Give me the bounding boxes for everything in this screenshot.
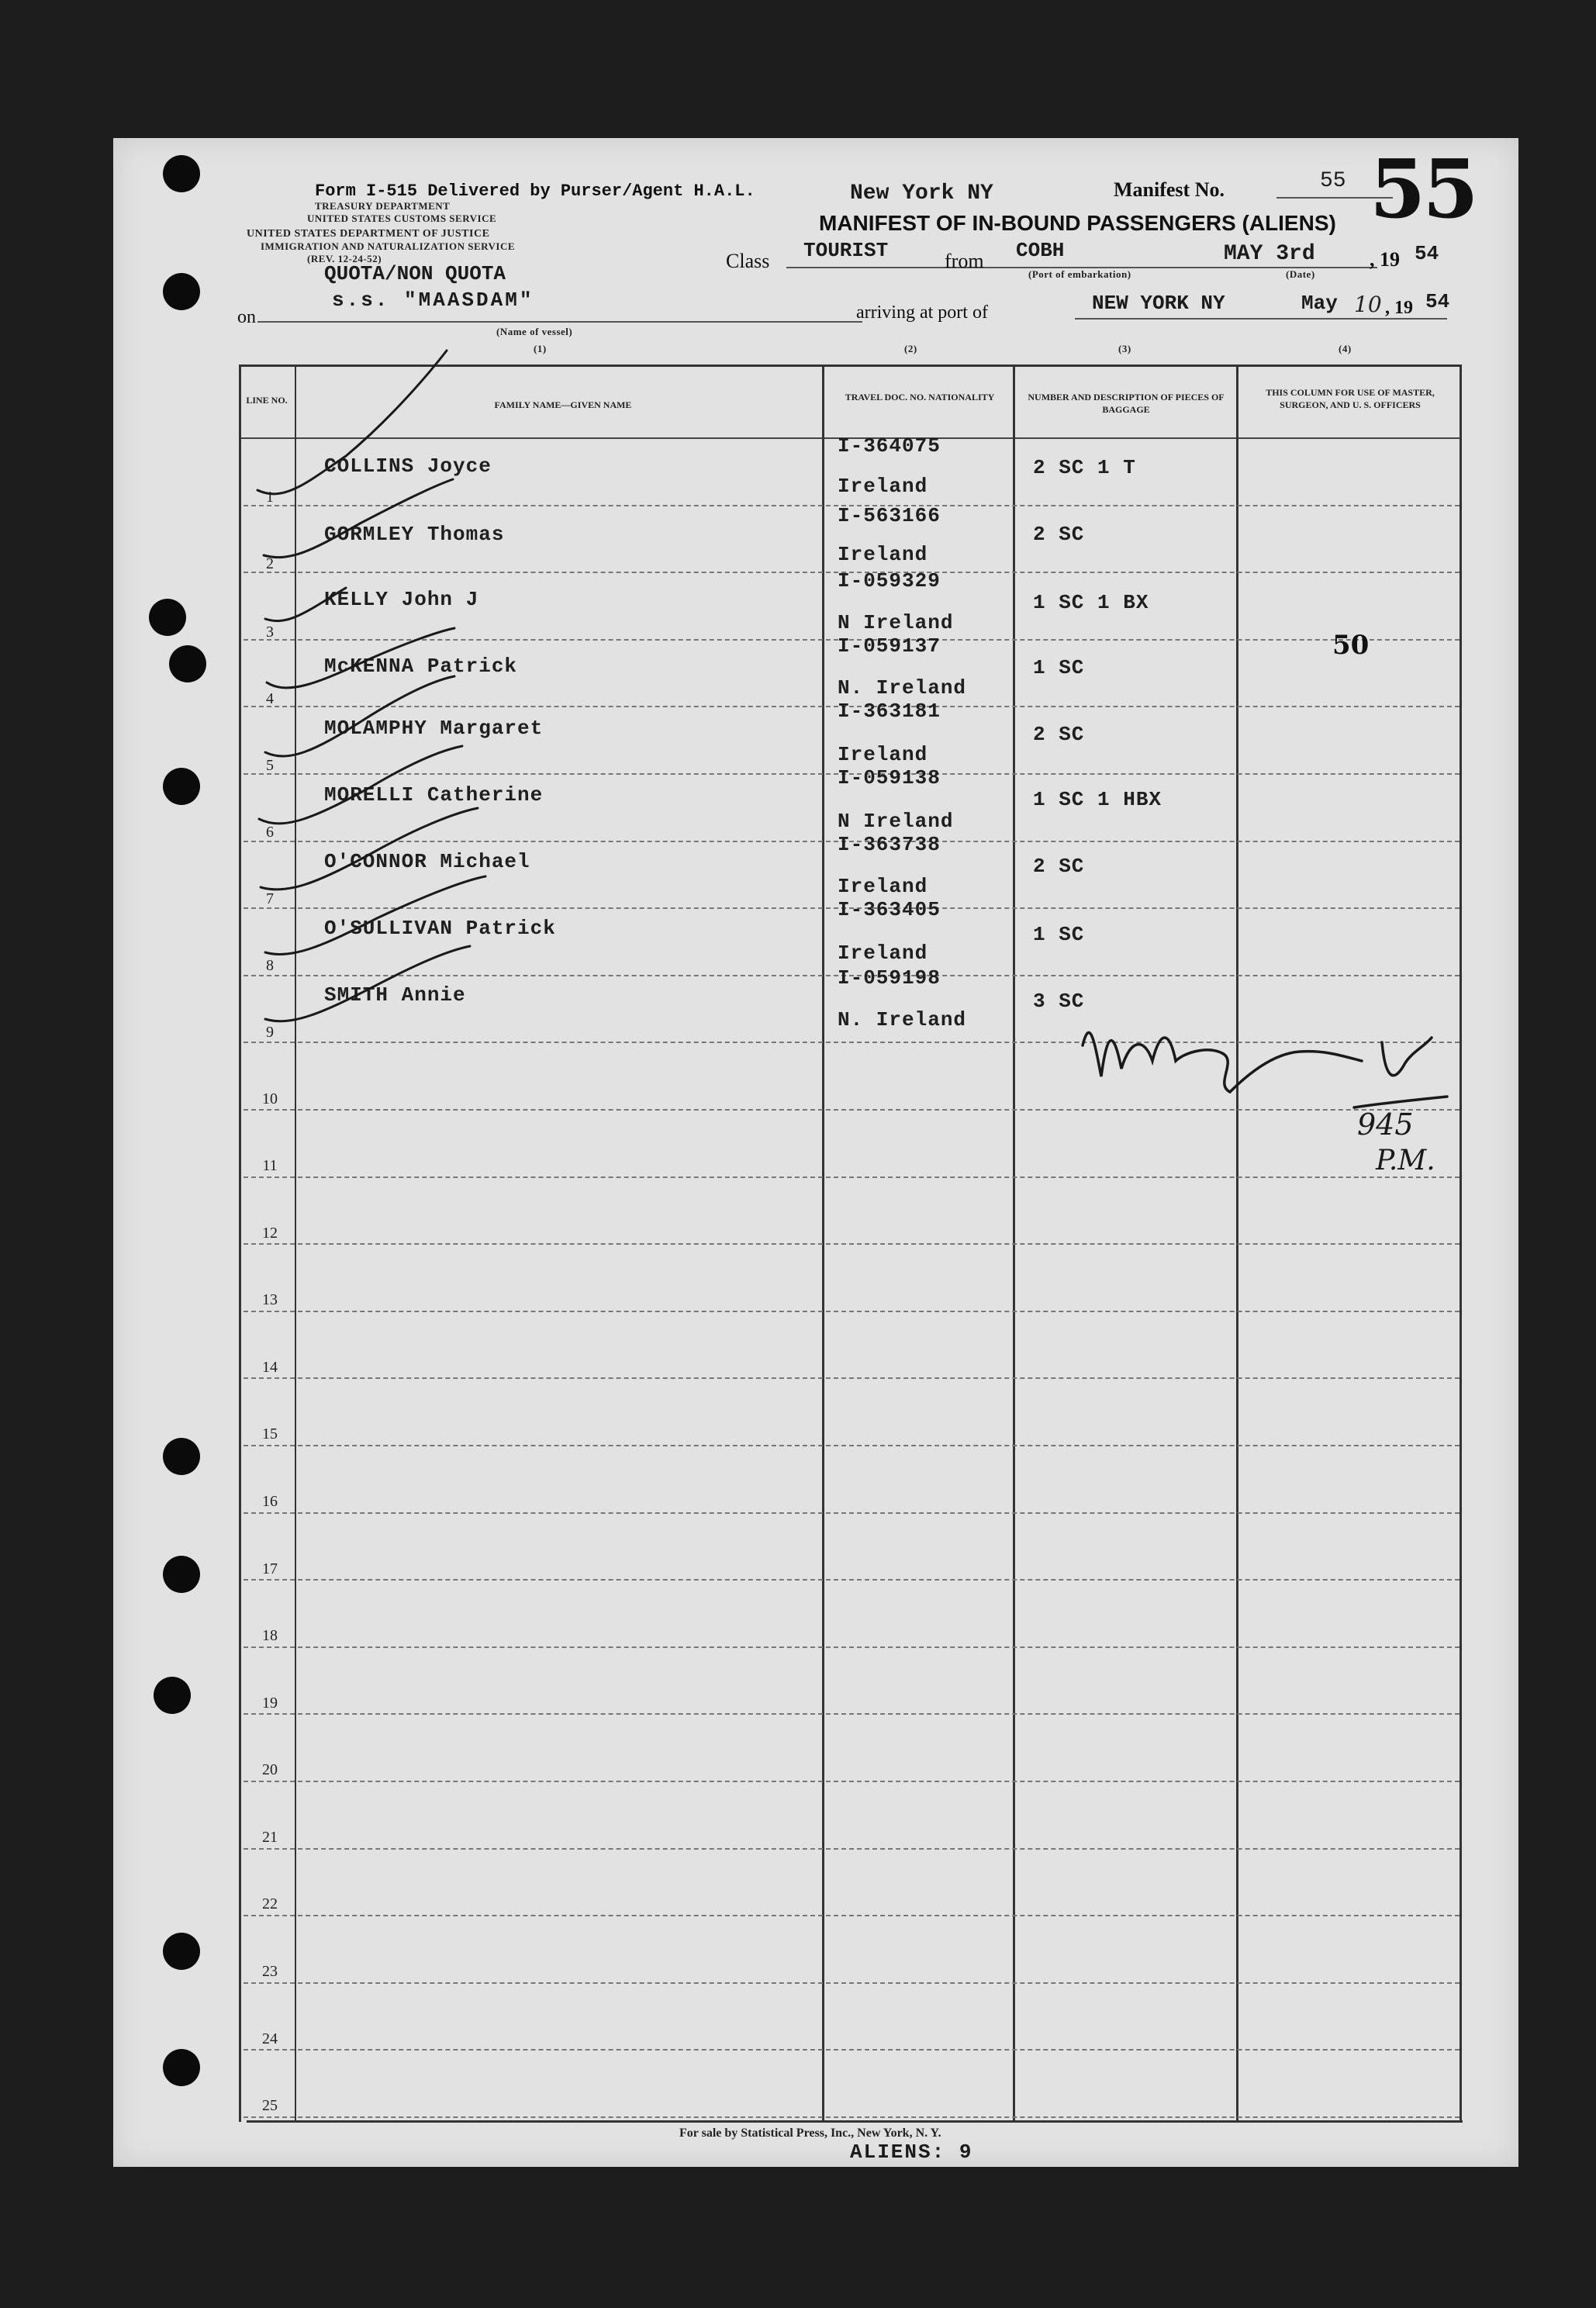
passenger-name: COLLINS Joyce (324, 454, 492, 478)
vessel-name: s.s. "MAASDAM" (332, 288, 534, 312)
line-number: 2 (266, 555, 274, 572)
nationality: Ireland (838, 942, 928, 965)
travel-doc-number: I-059198 (838, 966, 941, 990)
line-number: 19 (262, 1695, 278, 1712)
aliens-total: ALIENS: 9 (850, 2140, 973, 2164)
travel-doc-number: I-059137 (838, 634, 941, 658)
line-number: 18 (262, 1627, 278, 1644)
travel-doc-number: I-363738 (838, 833, 941, 856)
line-number: 17 (262, 1560, 278, 1577)
baggage: 1 SC (1033, 656, 1085, 679)
header-travel-doc: TRAVEL DOC. NO. NATIONALITY (845, 392, 995, 403)
column-number-2: (2) (904, 343, 917, 354)
doj-line-3: (REV. 12-24-52) (307, 253, 382, 264)
travel-doc-number: I-364075 (838, 434, 941, 458)
line-number: 11 (262, 1157, 278, 1174)
baggage: 2 SC (1033, 523, 1085, 546)
nationality: N Ireland (838, 810, 954, 833)
line-number: 20 (262, 1761, 278, 1778)
embark-caption: (Port of embarkation) (1028, 268, 1131, 280)
baggage: 2 SC (1033, 723, 1085, 746)
passenger-name: SMITH Annie (324, 983, 466, 1007)
nationality: Ireland (838, 743, 928, 766)
line-number: 10 (262, 1090, 278, 1107)
line-number: 4 (266, 690, 274, 707)
year-prefix: , 19 (1370, 248, 1400, 271)
manifest-stamp: 55 (1370, 141, 1476, 237)
passenger-name: MORELLI Catherine (324, 783, 544, 807)
arriving-label: arriving at port of (856, 302, 988, 323)
port-typed: New York NY (850, 181, 993, 206)
travel-doc-number: I-059138 (838, 766, 941, 789)
manifest-typed: 55 (1320, 169, 1346, 193)
line-number: 8 (266, 957, 274, 974)
class-value: TOURIST (803, 239, 889, 262)
travel-doc-number: I-363405 (838, 898, 941, 921)
from-value: COBH (1016, 239, 1065, 262)
nationality: N. Ireland (838, 676, 967, 700)
arrival-year: 54 (1425, 290, 1450, 313)
inspector-note-pm: P.M. (1376, 1145, 1435, 1176)
travel-doc-number: I-363181 (838, 700, 941, 723)
from-label: from (945, 250, 984, 272)
vessel-caption: (Name of vessel) (496, 326, 573, 337)
year-value: 54 (1415, 242, 1439, 265)
header-official-use: THIS COLUMN FOR USE OF MASTER, SURGEON, AND U. S. OFFICERS (1266, 387, 1435, 410)
doj-line-2: IMMIGRATION AND NATURALIZATION SERVICE (261, 240, 516, 252)
agency-line-2: UNITED STATES CUSTOMS SERVICE (307, 212, 497, 224)
column-number-3: (3) (1118, 343, 1131, 354)
nationality: N. Ireland (838, 1008, 967, 1031)
doj-line-1: UNITED STATES DEPARTMENT OF JUSTICE (247, 228, 490, 240)
line-number: 24 (262, 2030, 278, 2047)
manifest-title: MANIFEST OF IN-BOUND PASSENGERS (ALIENS) (819, 211, 1336, 235)
column-number-4: (4) (1339, 343, 1352, 354)
line-number: 14 (262, 1359, 278, 1376)
agency-line-1: TREASURY DEPARTMENT (315, 200, 451, 212)
line-number: 3 (266, 624, 274, 641)
line-number: 16 (262, 1493, 278, 1510)
passenger-name: GORMLEY Thomas (324, 523, 505, 546)
baggage: 1 SC (1033, 923, 1085, 946)
form-line: Form I-515 Delivered by Purser/Agent H.A.L. (315, 181, 755, 201)
line-number: 25 (262, 2097, 278, 2114)
manifest-page (113, 138, 1518, 2167)
line-number: 12 (262, 1225, 278, 1242)
nationality: N Ireland (838, 611, 954, 634)
line-number: 23 (262, 1963, 278, 1980)
baggage: 1 SC 1 BX (1033, 591, 1149, 614)
arrival-date: May (1301, 292, 1338, 315)
line-number: 1 (266, 489, 274, 506)
nationality: Ireland (838, 875, 928, 898)
header-baggage: NUMBER AND DESCRIPTION OF PIECES OF BAGGAGE (1028, 392, 1225, 415)
baggage: 2 SC 1 T (1033, 456, 1136, 479)
passenger-name: McKENNA Patrick (324, 655, 518, 678)
nationality: Ireland (838, 543, 928, 566)
line-number: 22 (262, 1895, 278, 1912)
class-label: Class (726, 250, 770, 272)
line-number: 7 (266, 890, 274, 907)
column-number-1: (1) (534, 343, 547, 354)
handwritten-check-marks (113, 138, 1518, 2167)
date-caption: (Date) (1286, 268, 1315, 280)
date-value: MAY 3rd (1224, 242, 1315, 266)
baggage: 3 SC (1033, 990, 1085, 1013)
header-name: FAMILY NAME—GIVEN NAME (494, 399, 632, 410)
arrival-port: NEW YORK NY (1092, 292, 1225, 315)
passenger-name: O'CONNOR Michael (324, 850, 530, 873)
printer-credit: For sale by Statistical Press, Inc., New York, N. Y. (679, 2127, 941, 2140)
line-number: 9 (266, 1024, 274, 1041)
line-number: 6 (266, 824, 274, 841)
passenger-name: KELLY John J (324, 588, 479, 611)
manifest-label: Manifest No. (1114, 178, 1225, 201)
official-mark: 50 (1332, 630, 1370, 661)
line-number: 5 (266, 757, 274, 774)
arrival-day: 10 (1354, 292, 1382, 317)
inspector-note-time: 945 (1357, 1107, 1414, 1142)
baggage: 2 SC (1033, 855, 1085, 878)
line-number: 13 (262, 1291, 278, 1308)
travel-doc-number: I-563166 (838, 504, 941, 527)
baggage: 1 SC 1 HBX (1033, 788, 1162, 811)
on-label: on (237, 307, 256, 327)
line-number: 15 (262, 1425, 278, 1442)
quota-status: QUOTA/NON QUOTA (324, 262, 506, 285)
nationality: Ireland (838, 475, 928, 498)
line-number: 21 (262, 1829, 278, 1846)
passenger-name: O'SULLIVAN Patrick (324, 917, 556, 940)
arrival-comma: , 19 (1385, 298, 1413, 318)
passenger-name: MOLAMPHY Margaret (324, 717, 544, 740)
header-line-no: LINE NO. (246, 395, 288, 406)
travel-doc-number: I-059329 (838, 569, 941, 593)
